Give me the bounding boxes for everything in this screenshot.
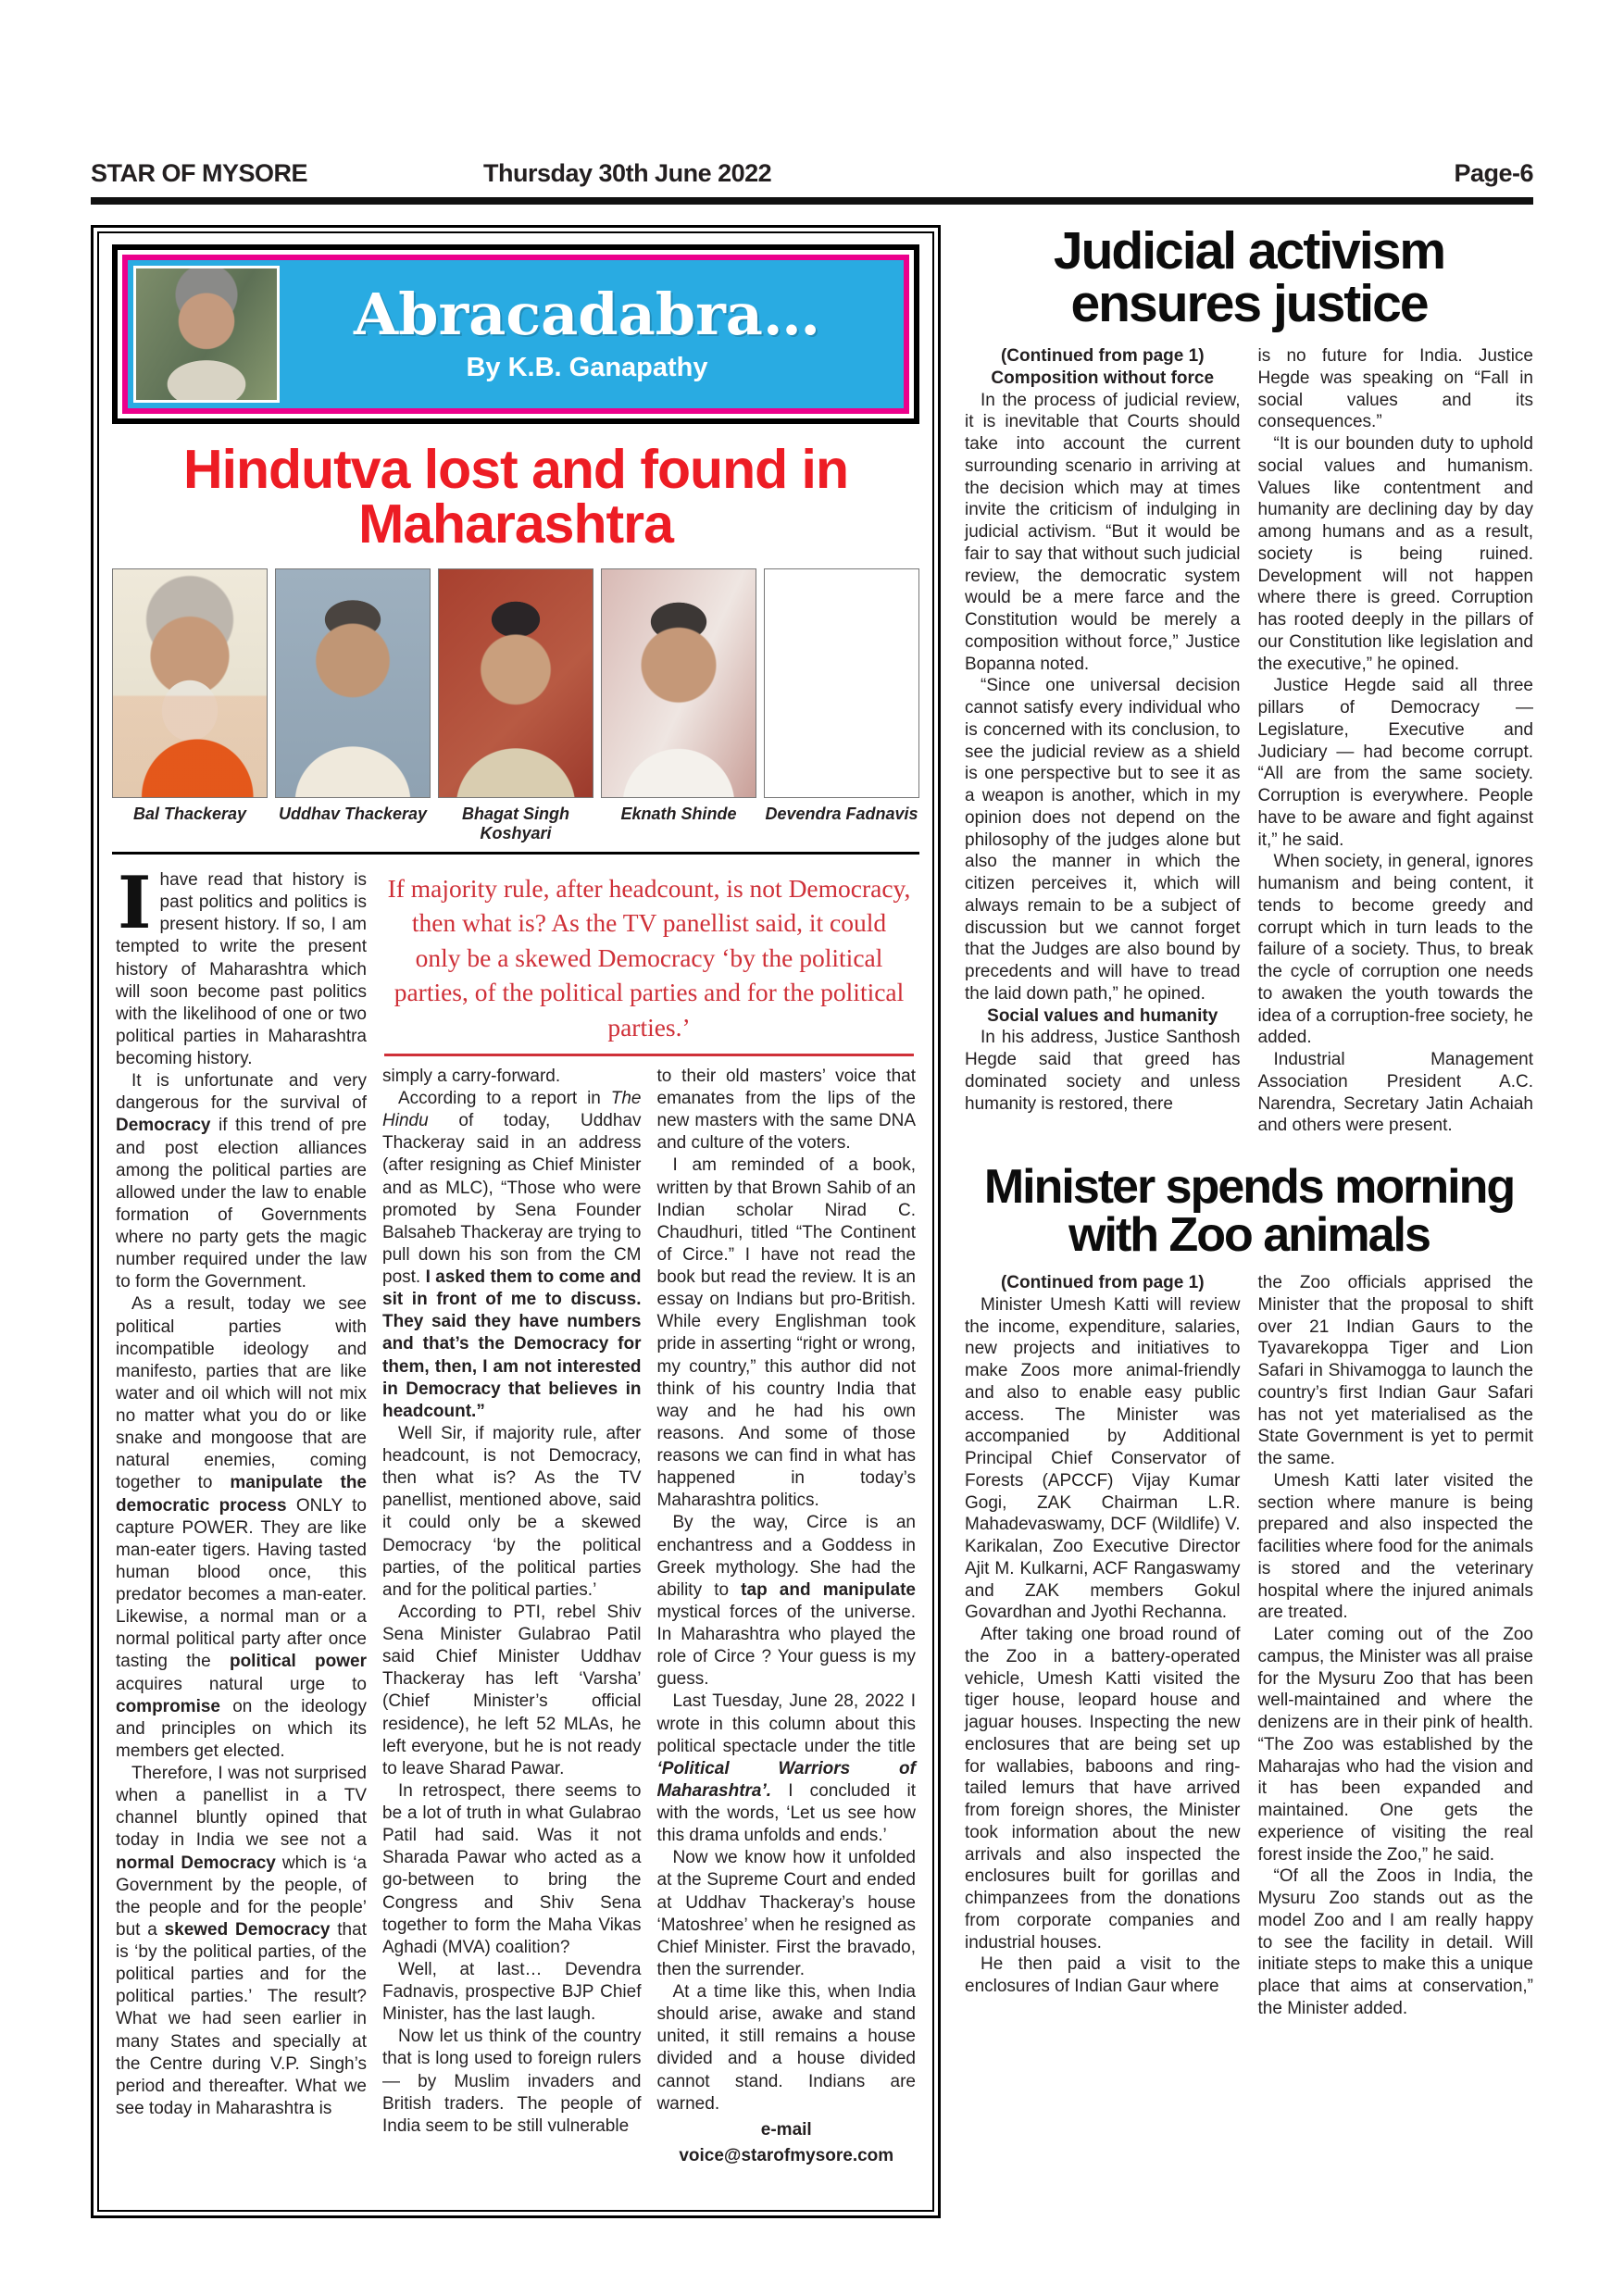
photo-caption: Uddhav Thackeray [278,805,428,823]
judicial-column-2 [1258,345,1534,1137]
paragraph: (Continued from page 1) [1000,346,1205,366]
paragraph: Therefore, I was not surprised when a panellist in a TV channel bluntly opined that today in India we see not a normal Democracy which is ‘a Government by the people, of the people and for the people’ but a skewed Democracy that is ‘by the political parties, of the political parties and for the political parties.’ The result? What we had seen earlier in many States and specially at the Centre during V.P. Singh’s period and thereafter. What we see today in Maharashtra is [116,1764,367,2118]
paragraph: Umesh Katti later visited the section where manure is being prepared and also inspected the facilities where food for the animals is stored and the veterinary hospital where the injured animals are treated. [1257,1470,1533,1623]
column-title: Abracadabra… [354,280,820,348]
photo-devendra-fadnavis [764,568,919,798]
column-byline: By K.B. Ganapathy [466,352,708,382]
pull-quote: If majority rule, after headcount, is not Democracy, then what is? As the TV panellist said, it could only be a skewed Democracy ‘by the political parties, of the political parties and for the political parties.’ [387,874,911,1042]
paragraph: It is unfortunate and very dangerous for the survival of Democracy if this trend of pre and post election alliances among the political parties are allowed under the law to enable formation of Governments where no party gets the magic number required under the law to form the Government. [116,1071,367,1292]
paragraph: simply a carry-forward. [382,1066,561,1086]
photo-bal-thackeray [112,568,268,798]
paragraph: voice@starofmysore.com [679,2145,894,2165]
judicial-headline: Judicial activism ensures justice [1053,225,1445,333]
photo-caption: Eknath Shinde [620,805,737,823]
paragraph: (Continued from page 1) [1000,1273,1205,1292]
paragraph: is no future for India. Justice Hegde was speaking on “Fall in social values and its consequences.” [1257,346,1533,432]
paragraph: Minister Umesh Katti will review the income, expenditure, salaries, new projects and initiatives to make Zoos more animal-friendly and also to enable easy public access. The Minister was accompanied by Additional Principal Chief Conservator of Forests (APCCF) Vijay Kumar Gogi, ZAK Chairman L.R. Mahadevaswamy, DCF (Wildlife) V. Karikalan, Zoo Executive Director Ajit M. Kulkarni, ACF Rangaswamy and ZAK members Gokul Govardhan and Jyothi Rechanna. [965,1294,1241,1623]
paragraph: “It is our bounden duty to uphold social values and humanism. Values like contentment and humanity are declining day by day among humans and as a result, society is being ruined. Development will not happen where there is greed. Corruption has rooted deeply in the pillars of our Constitution like legislation and the executive,” he opined. [1257,434,1533,674]
zoo-column-2 [1258,1272,1534,2020]
feature-column-2 [382,1066,642,2167]
photo-caption: Bal Thackeray [132,805,247,823]
paragraph: Last Tuesday, June 28, 2022 I wrote in this column about this political spectacle under the title ‘Political Warriors of Maharashtra’. I concluded it with the words, ‘Let us see how this drama unfolds and ends.’ [656,1691,916,1846]
paragraph: I am reminded of a book, written by that Brown Sahib of an Indian scholar Nirad C. Chaudhuri, titled “The Continent of Circe.” I have not read the book but read the review. It is an essay on Indians but pro-British. While every Englishman took pride in asserting “right or wrong, my country,” this author did not think of his country India that way and he had his own reasons. And some of those reasons we can find in what has happened in today’s Maharashtra politics. [656,1155,916,1511]
paragraph: At a time like this, when India should arise, awake and stand united, it still remains a house divided and a house divided cannot stand. Indians are warned. [656,1982,916,2114]
judicial-column-1 [965,345,1241,1137]
paragraph: Ihave read that history is past politics and politics is present history. If so, I am tempted to write the present history of Maharashtra which will soon become past politics with the likelihood of one or two political parties in Maharashtra becoming history. [116,861,367,1068]
paper-name: STAR OF MYSORE [91,159,308,187]
photo-figure [601,568,756,852]
issue-date: Thursday 30th June 2022 [483,159,772,187]
photo-uddhav-thackeray [275,568,431,798]
right-rail [963,225,1533,2020]
photo-strip [112,568,919,855]
feature-column-1 [116,861,368,2167]
hindutva-article [91,225,941,2218]
zoo-article [965,1160,1533,2020]
paragraph: “Of all the Zoos in India, the Mysuru Zoo stands out as the model Zoo and I am really happy to see the facility in detail. Will initiate steps to make this a unique place that aims at conservation,” the Minister added. [1257,1866,1533,2018]
photo-eknath-shinde [601,568,756,798]
paragraph: After taking one broad round of the Zoo in a battery-operated vehicle, Umesh Katti visited the tiger house, leopard house and jaguar houses. Inspecting the new enclosures that are being set up for wallabies, baboons and ring-tailed lemurs that have arrived from foreign shores, the Minister took information about the new arrivals and also inspected the enclosures built for gorillas and chimpanzees from the donations from corporate companies and industrial houses. [965,1625,1241,1953]
photo-figure [275,568,431,852]
paragraph: Later coming out of the Zoo campus, the Minister was all praise for the Mysuru Zoo that has been well-maintained and where the denizens are in their pink of health. “The Zoo was established by the Maharajas who had the vision and it has been expanded and maintained. One gets the experience of visiting the real forest inside the Zoo,” he said. [1257,1625,1533,1865]
columnist-photo [133,266,280,403]
paragraph: the Zoo officials apprised the Minister that the proposal to shift over 21 Indian Gaurs to the Tyavarekoppa Tiger and Lion Safari in Shivamogga to launch the country’s first Indian Gaur Safari has not yet materialised as the State Government is yet to permit the same. [1257,1273,1533,1468]
pull-quote-rule [384,1054,914,1056]
paragraph: In the process of judicial review, it is inevitable that Courts should take into account the current surrounding scenario in arriving at the decision which may at times invite the criticism of indulging in judicial activism. “But it would be fair to say that without such judicial review, the democratic system would be a mere farce and the Constitution would be merely a composition without force,” Justice Bopanna noted. [965,390,1241,674]
photo-caption: Bhagat Singh Koshyari [462,805,569,842]
paragraph: Now we know how it unfolded at the Supreme Court and ended at Uddhav Thackeray’s house ‘Matoshree’ when he resigned as Chief Minister. First the bravado, then the surrender. [656,1848,916,1979]
judicial-article [965,225,1533,1137]
paragraph: According to PTI, rebel Shiv Sena Minister Gulabrao Patil said Chief Minister Uddhav Thackeray has left ‘Varsha’ (Chief Minister’s official residence), he left 52 MLAs, he left everyone, but he is not ready to leave Sharad Pawar. [382,1602,642,1778]
photo-figure [764,568,919,852]
abracadabra-banner [112,244,919,424]
masthead-rule [91,197,1533,205]
paragraph: He then paid a visit to the enclosures of Indian Gaur where [965,1954,1241,1996]
zoo-headline: Minister spends morning with Zoo animals [983,1160,1515,1262]
paragraph: Composition without force [991,368,1215,388]
paragraph: According to a report in The Hindu of today, Uddhav Thackeray said in an address (after resigning as Chief Minister and as MLC), “Those who were promoted by Sena Founder Balsaheb Thackeray are trying to pull down his son from the CM post. I asked them to come and sit in front of me to discuss. They said they have numbers and that’s the Democracy for them, then, I am not interested in Democracy that believes in headcount.” [382,1089,642,1421]
page-number: Page-6 [1454,159,1533,187]
paragraph: e-mail [760,2119,812,2140]
photo-bhagat-singh-koshyari [438,568,593,798]
paragraph: Now let us think of the country that is long used to foreign rulers — by Muslim invaders and British traders. The people of India seem to be still vulnerable [382,2027,642,2136]
paragraph: When society, in general, ignores humanism and being content, it tends to become greedy and corrupt which in turn leads to the failure of a society. Thus, to break the cycle of corruption one needs to awaken the youth towards the idea of a corruption-free society, he added. [1257,852,1533,1048]
zoo-column-1 [965,1272,1241,2020]
masthead [91,159,1533,188]
feature-headline: Hindutva lost and found in Maharashtra [183,439,848,555]
paragraph: Industrial Management Association President A.C. Narendra, Secretary Jatin Achaiah and others were present. [1257,1050,1533,1136]
paragraph: Justice Hegde said all three pillars of Democracy — Legislature, Executive and Judiciary — had become corrupt. “All are from the same society. Corruption is everywhere. People have to be aware and fight against it,” he said. [1257,676,1533,850]
paragraph: to their old masters’ voice that emanates from the lips of the new masters with the same DNA and culture of the voters. [656,1066,916,1154]
paragraph: In retrospect, there seems to be a lot of truth in what Gulabrao Patil had said. Was it not Sharada Pawar who acted as a go-between to bring the Congress and Shiv Sena together to form the Maha Vikas Aghadi (MVA) coalition? [382,1780,642,1957]
feature-column-3 [657,1066,917,2167]
photo-figure [112,568,268,852]
paragraph: In his address, Justice Santhosh Hegde said that greed has dominated society and unless humanity is restored, there [965,1028,1241,1114]
photo-caption: Devendra Fadnavis [765,805,918,823]
paragraph: Well, at last… Devendra Fadnavis, prospective BJP Chief Minister, has the last laugh. [382,1959,642,2025]
paragraph: Social values and humanity [987,1005,1218,1026]
paragraph: “Since one universal decision cannot satisfy every individual who is concerned with its conclusion, to see the judicial review as a shield is one perspective but to see it as a weapon is another, which in my opinion does not depend on the philosophy of the judges alone but also the manner in which the citizen perceives it, which will always remain to be a subject of discussion but we cannot forget that the Judges are also bound by precedents and will have to tread the laid down path,” he opined. [965,676,1241,1004]
paragraph: By the way, Circe is an enchantress and a Goddess in Greek mythology. She had the ability to tap and manipulate mystical forces of the universe. In Maharashtra who played the role of Circe ? Your guess is my guess. [656,1513,916,1690]
paragraph: As a result, today we see political parties with incompatible ideology and manifesto, parties that are like water and oil which will not mix no matter what you do or like snake and mongoose that are natural enemies, coming together to manipulate the democratic process ONLY to capture POWER. They are like man-eater tigers. Having tasted human blood once, this predator becomes a man-eater. Likewise, a normal man or a normal political party after once tasting the political power acquires natural urge to compromise on the ideology and principles on which its members get elected. [116,1294,368,1761]
photo-figure [438,568,593,852]
paragraph: Well Sir, if majority rule, after headcount, is not Democracy, then what is? As the TV panellist, mentioned above, said it could only be a skewed Democracy ‘by the political parties, of the political parties and for the political parties.’ [382,1423,642,1600]
